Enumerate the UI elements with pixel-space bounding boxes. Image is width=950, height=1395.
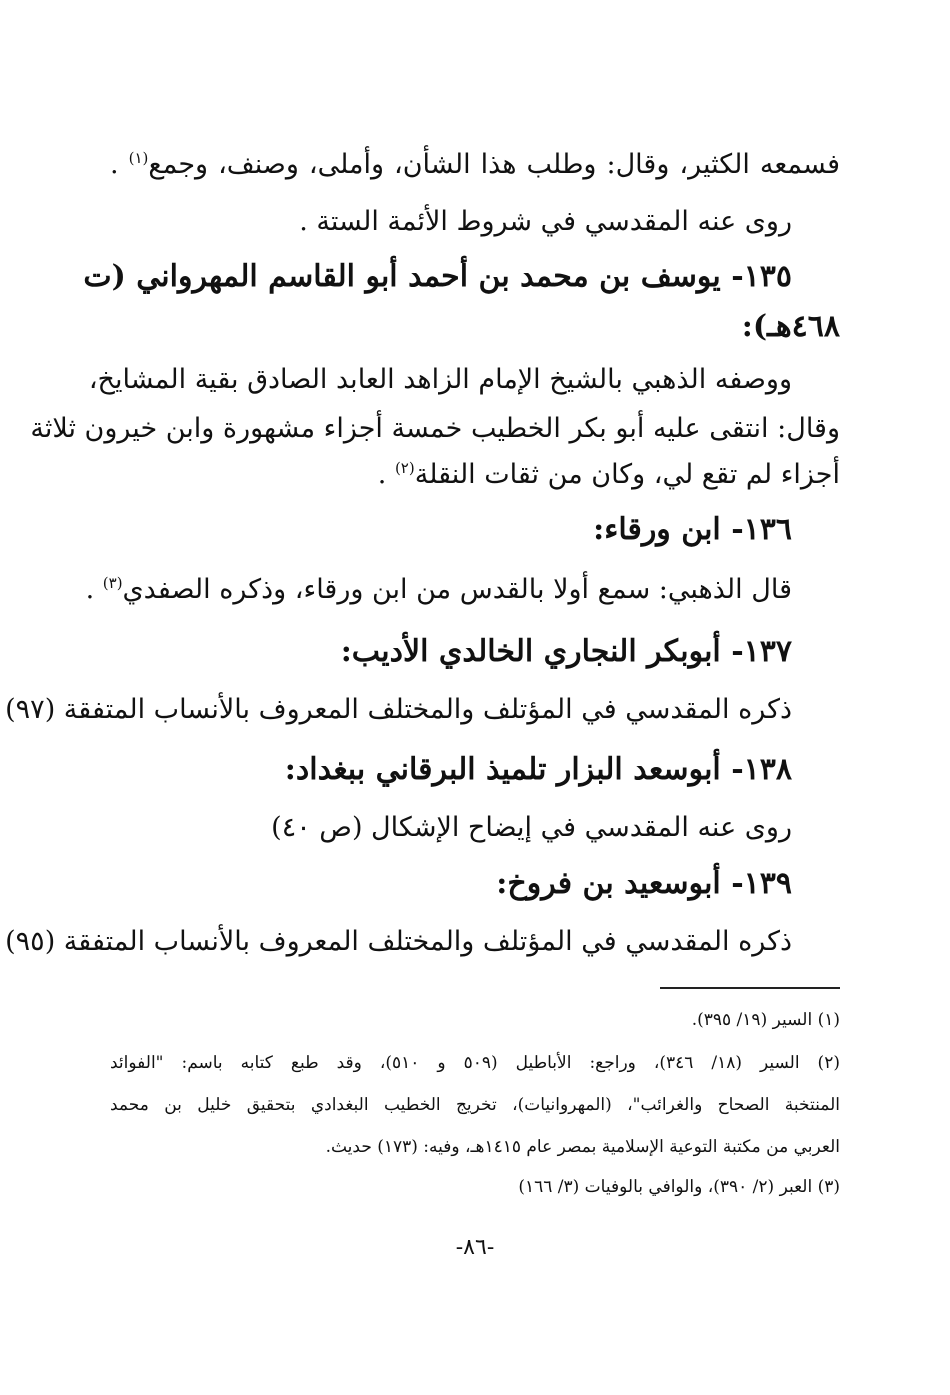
entry-heading: ١٣٩- أبوسعيد بن فروخ:	[496, 866, 792, 901]
entry-heading: ١٣٧- أبوبكر النجاري الخالدي الأديب:	[340, 634, 792, 669]
paragraph-line: روى عنه المقدسي في شروط الأئمة الستة .	[299, 206, 792, 237]
entry-text: روى عنه المقدسي في إيضاح الإشكال (ص ٤٠)	[271, 812, 792, 843]
entry-text-end: .	[377, 459, 395, 490]
entry-heading-continuation: ٤٦٨هـ):	[741, 309, 840, 344]
entry-heading: ١٣٨- أبوسعد البزار تلميذ البرقاني ببغداد:	[284, 752, 792, 787]
entry-text: ذكره المقدسي في المؤتلف والمختلف المعروف بالأنساب المتفقة (٩٧)	[5, 694, 792, 725]
entry-text-content: قال الذهبي: سمع أولا بالقدس من ابن ورقاء، وذكره الصفدي	[122, 574, 792, 605]
page-number: -٨٦-	[455, 1235, 495, 1260]
paragraph-line	[110, 145, 840, 185]
entry-text: ووصفه الذهبي بالشيخ الإمام الزاهد العابد الصادق بقية المشايخ،	[88, 364, 792, 395]
entry-text	[86, 570, 792, 610]
entry-text: وقال: انتقى عليه أبو بكر الخطيب خمسة أجزاء مشهورة وابن خيرون ثلاثة	[30, 413, 840, 444]
entry-text: ذكره المقدسي في المؤتلف والمختلف المعروف بالأنساب المتفقة (٩٥)	[5, 926, 792, 957]
footnote: (٣) العبر (٢/ ٣٩٠)، والوافي بالوفيات (٣/ ١٦٦)	[518, 1177, 840, 1197]
footnote: (١) السير (١٩/ ٣٩٥).	[691, 1010, 840, 1030]
entry-heading: ١٣٦- ابن ورقاء:	[593, 512, 792, 547]
entry-text-content: أجزاء لم تقع لي، وكان من ثقات النقلة	[414, 459, 840, 490]
entry-heading: ١٣٥- يوسف بن محمد بن أحمد أبو القاسم المهرواني (ت	[83, 259, 792, 294]
paragraph-end: .	[110, 149, 129, 180]
paragraph-text: فسمعه الكثير، وقال: وطلب هذا الشأن، وأملى، وصنف، وجمع	[148, 149, 840, 180]
footnote-continuation: العربي من مكتبة التوعية الإسلامية بمصر عام ١٤١٥هـ، وفيه: (١٧٣) حديث.	[325, 1137, 840, 1157]
entry-text-end: .	[85, 574, 103, 605]
entry-text	[378, 455, 840, 495]
footnote-marker: (٢)	[394, 459, 415, 477]
footnote-separator	[660, 987, 840, 989]
footnote-marker: (٣)	[102, 574, 123, 592]
footnote-marker: (١)	[128, 149, 149, 167]
footnote-continuation: المنتخبة الصحاح والغرائب"، (المهروانيات)، تخريج الخطيب البغدادي بتحقيق خليل بن محمد	[110, 1095, 840, 1115]
footnote: (٢) السير (١٨/ ٣٤٦)، وراجع: الأباطيل (٥٠٩ و ٥١٠)، وقد طبع كتابه باسم: "الفوائد	[110, 1053, 840, 1073]
